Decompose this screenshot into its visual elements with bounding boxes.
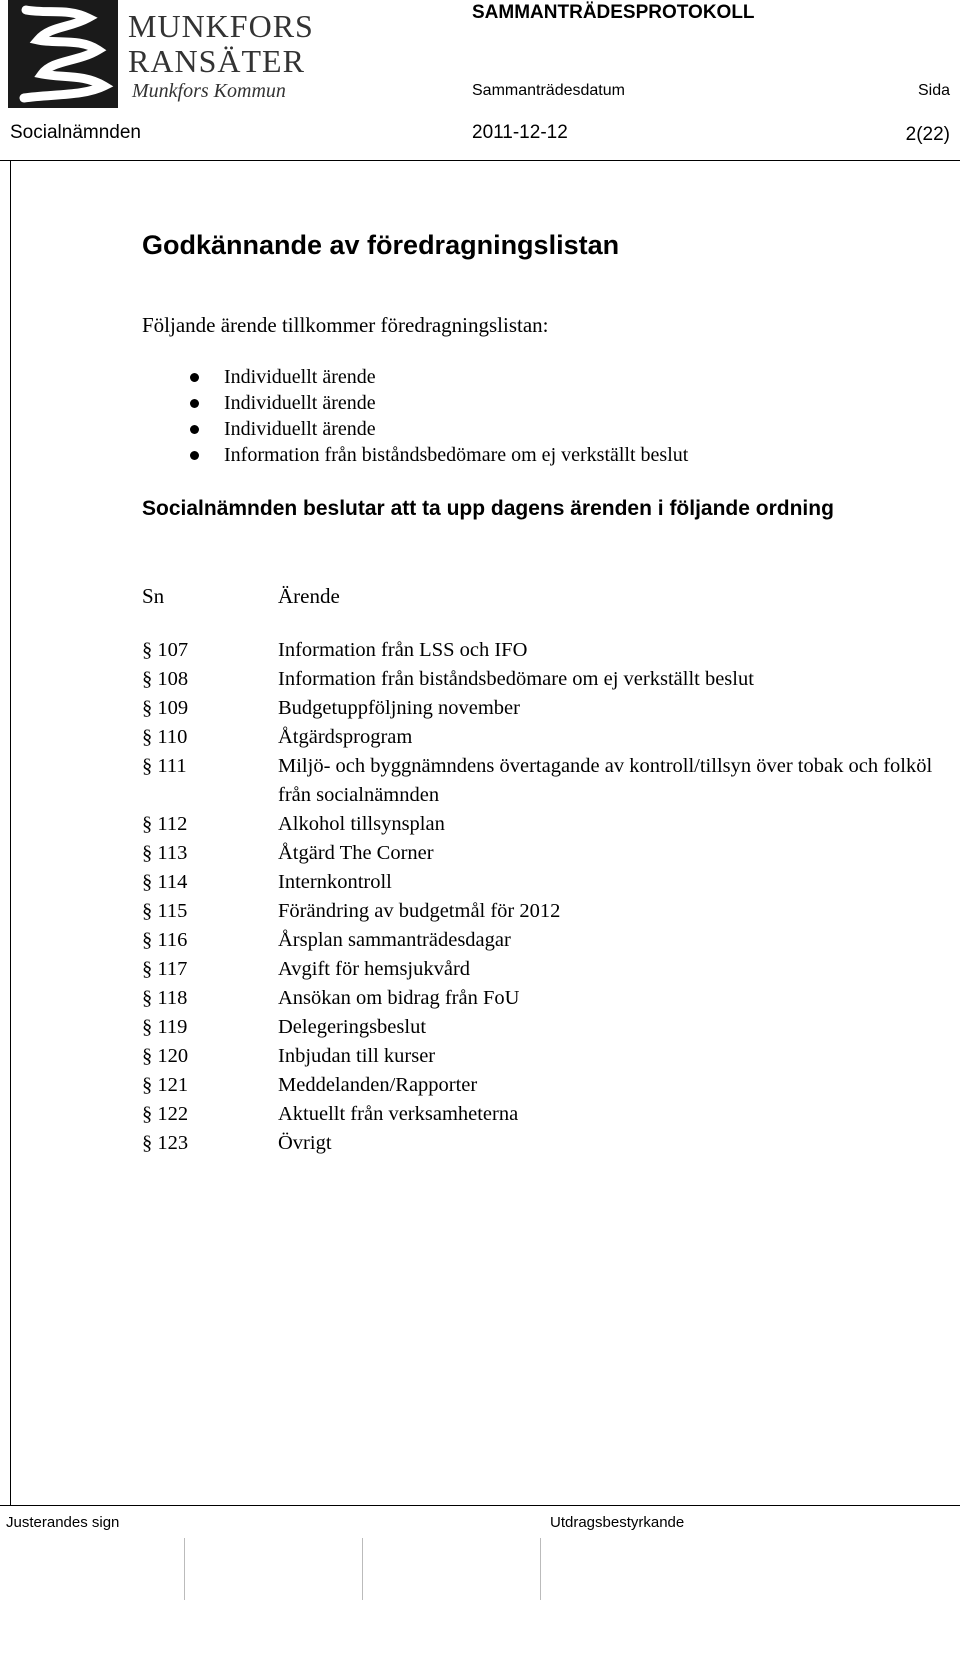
agenda-list — [142, 636, 942, 1158]
column-header-sn: Sn — [142, 584, 165, 608]
agenda-row — [142, 984, 942, 1013]
agenda-item-title: Alkohol tillsynsplan — [278, 813, 445, 835]
agenda-row — [142, 752, 942, 810]
paragraph-number: § 117 — [142, 958, 188, 980]
paragraph-number: § 115 — [142, 900, 188, 922]
paragraph-number: § 113 — [142, 842, 188, 864]
agenda-item-title: Övrigt — [278, 1132, 332, 1154]
bullet-icon — [190, 399, 199, 408]
agenda-item-title: Information från LSS och IFO — [278, 639, 528, 661]
agenda-item-title: Internkontroll — [278, 871, 392, 893]
bullet-icon — [190, 373, 199, 382]
agenda-row — [142, 694, 942, 723]
list-item-text: Information från biståndsbedömare om ej verkställt beslut — [224, 444, 689, 466]
agenda-item-title: Delegeringsbeslut — [278, 1016, 427, 1038]
paragraph-number: § 123 — [142, 1132, 189, 1154]
list-item — [190, 416, 688, 442]
meeting-date: 2011-12-12 — [472, 122, 568, 143]
agenda-item-title: Inbjudan till kurser — [278, 1045, 436, 1067]
agenda-item-title: Ansökan om bidrag från FoU — [278, 987, 520, 1009]
agenda-item-title: Budgetuppföljning november — [278, 697, 520, 719]
agenda-row — [142, 1129, 942, 1158]
agenda-item-title: Avgift för hemsjukvård — [278, 958, 471, 980]
list-item-text: Individuellt ärende — [224, 392, 376, 414]
margin-rule — [10, 160, 11, 1505]
municipality-logo-icon — [8, 0, 118, 108]
agenda-row — [142, 897, 942, 926]
agenda-row — [142, 723, 942, 752]
agenda-row — [142, 1013, 942, 1042]
column-header-arende: Ärende — [278, 584, 340, 608]
paragraph-number: § 111 — [142, 755, 187, 777]
agenda-item-title: Information från biståndsbedömare om ej verkställt beslut — [278, 668, 754, 690]
agenda-item-title: Åtgärd The Corner — [278, 842, 434, 864]
paragraph-number: § 107 — [142, 639, 189, 661]
agenda-row — [142, 868, 942, 897]
logo-wordmark-line-1: MUNKFORS — [128, 8, 314, 44]
paragraph-number: § 119 — [142, 1016, 188, 1038]
agenda-row — [142, 1100, 942, 1129]
intro-text: Följande ärende tillkommer föredragningslistan: — [142, 313, 549, 337]
extract-certification-label: Utdragsbestyrkande — [550, 1514, 685, 1531]
paragraph-number: § 114 — [142, 871, 188, 893]
agenda-row — [142, 926, 942, 955]
meeting-date-label: Sammanträdesdatum — [472, 82, 625, 99]
agenda-item-title: Åtgärdsprogram — [278, 726, 413, 748]
agenda-item-title: Förändring av budgetmål för 2012 — [278, 900, 561, 922]
page-title: Godkännande av föredragningslistan — [142, 230, 620, 260]
signature-box-divider — [184, 1538, 185, 1600]
paragraph-number: § 120 — [142, 1045, 189, 1067]
paragraph-number: § 116 — [142, 929, 188, 951]
paragraph-number: § 121 — [142, 1074, 189, 1096]
signature-box-divider — [362, 1538, 363, 1600]
page-number: 2(22) — [905, 124, 950, 145]
decision-heading: Socialnämnden beslutar att ta upp dagens ärenden i följande ordning — [142, 497, 834, 520]
list-item — [190, 364, 688, 390]
document-type: SAMMANTRÄDESPROTOKOLL — [472, 2, 755, 23]
agenda-row — [142, 1042, 942, 1071]
footer-divider — [0, 1505, 960, 1506]
logo-wordmark-line-2: RANSÄTER — [128, 43, 305, 79]
list-item-text: Individuellt ärende — [224, 366, 376, 388]
agenda-row — [142, 955, 942, 984]
paragraph-number: § 118 — [142, 987, 188, 1009]
paragraph-number: § 112 — [142, 813, 188, 835]
agenda-row — [142, 1071, 942, 1100]
bullet-icon — [190, 451, 199, 460]
added-items-list — [190, 364, 688, 468]
agenda-row — [142, 810, 942, 839]
header-divider — [0, 160, 960, 161]
bullet-icon — [190, 425, 199, 434]
logo-wordmark-line-3: Munkfors Kommun — [132, 80, 286, 102]
agenda-row — [142, 636, 942, 665]
agenda-item-title: Aktuellt från verksamheterna — [278, 1103, 519, 1125]
agenda-item-title: Årsplan sammanträdesdagar — [278, 929, 511, 951]
paragraph-number: § 122 — [142, 1103, 189, 1125]
list-item — [190, 442, 688, 468]
paragraph-number: § 110 — [142, 726, 188, 748]
signature-label: Justerandes sign — [6, 1514, 120, 1531]
list-item-text: Individuellt ärende — [224, 418, 376, 440]
signature-box-divider — [540, 1538, 541, 1600]
paragraph-number: § 108 — [142, 668, 189, 690]
department-name: Socialnämnden — [10, 122, 141, 143]
list-item — [190, 390, 688, 416]
agenda-row — [142, 665, 942, 694]
agenda-item-title: Meddelanden/Rapporter — [278, 1074, 478, 1096]
paragraph-number: § 109 — [142, 697, 189, 719]
agenda-item-title: Miljö- och byggnämndens övertagande av kontroll/tillsyn över tobak och folköl från socialnämnden — [278, 755, 933, 806]
page-label: Sida — [917, 82, 950, 99]
agenda-row — [142, 839, 942, 868]
